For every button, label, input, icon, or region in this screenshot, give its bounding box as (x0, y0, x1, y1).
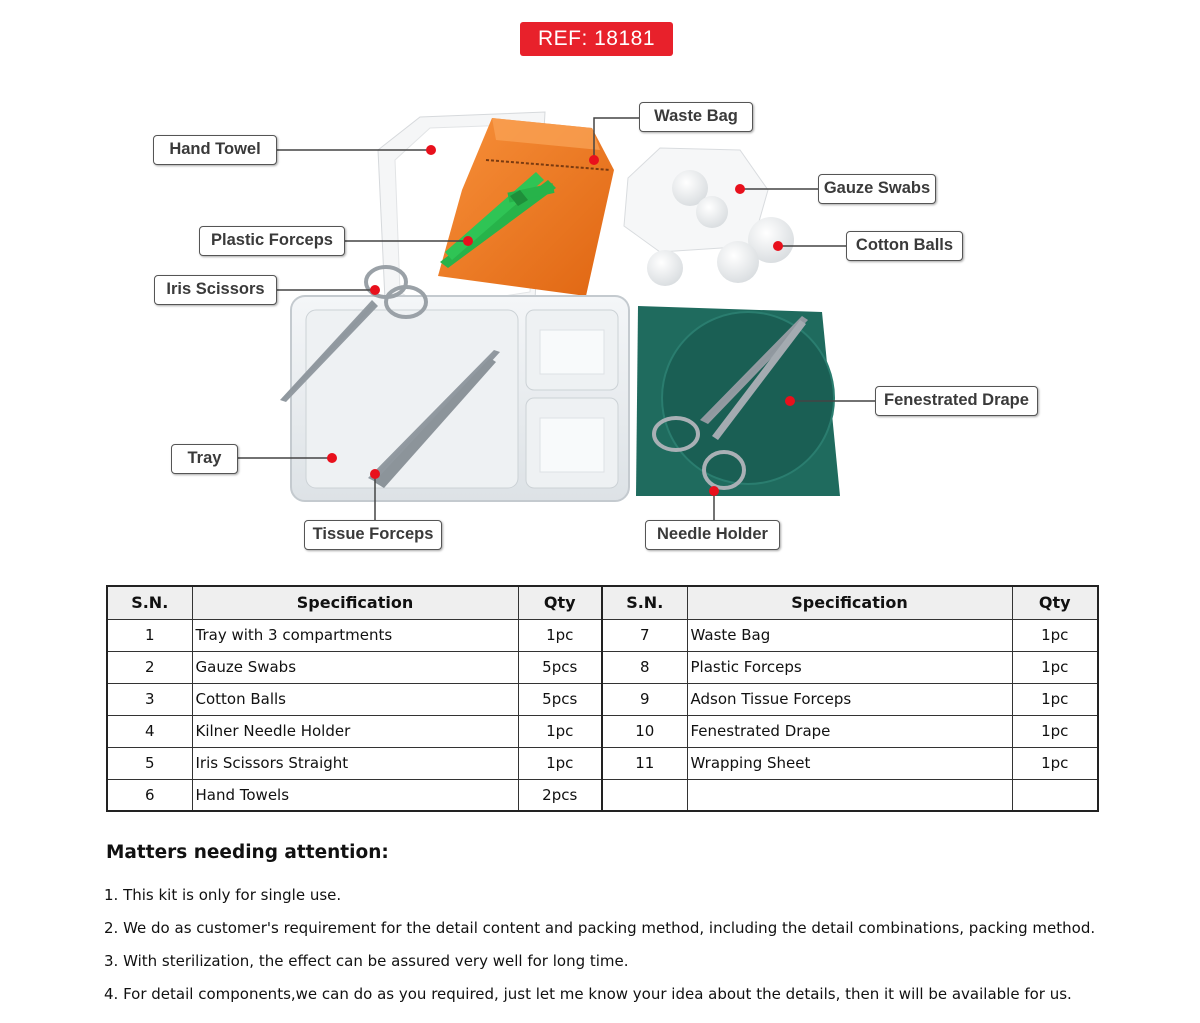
table-header-row (107, 586, 1098, 619)
cell-sn: 1 (107, 619, 192, 651)
cell-specification: Gauze Swabs (192, 651, 518, 683)
specification-table (106, 585, 1099, 812)
callout-waste-bag: Waste Bag (639, 102, 753, 132)
cell-qty: 1pc (518, 715, 602, 747)
header-qty: Qty (518, 586, 602, 619)
cell-sn: 8 (602, 651, 687, 683)
cell-sn: 9 (602, 683, 687, 715)
header-specification: Specification (192, 586, 518, 619)
table-row (107, 779, 1098, 811)
header-qty: Qty (1012, 586, 1098, 619)
cell-specification: Fenestrated Drape (687, 715, 1012, 747)
cell-sn (602, 779, 687, 811)
ref-badge: REF: 18181 (520, 22, 673, 56)
cell-qty: 2pcs (518, 779, 602, 811)
cell-sn: 7 (602, 619, 687, 651)
note-item: 4. For detail components,we can do as you required, just let me know your idea about the details, then it will be available for us. (104, 985, 1072, 1003)
header-sn: S.N. (107, 586, 192, 619)
cell-qty (1012, 779, 1098, 811)
table-row (107, 683, 1098, 715)
cell-specification: Wrapping Sheet (687, 747, 1012, 779)
cell-specification: Kilner Needle Holder (192, 715, 518, 747)
cell-qty: 1pc (518, 747, 602, 779)
cell-sn: 11 (602, 747, 687, 779)
cell-qty: 1pc (1012, 683, 1098, 715)
cell-sn: 5 (107, 747, 192, 779)
notes-title: Matters needing attention: (106, 842, 389, 863)
cell-qty: 5pcs (518, 683, 602, 715)
table-row (107, 747, 1098, 779)
header-sn: S.N. (602, 586, 687, 619)
cell-specification: Cotton Balls (192, 683, 518, 715)
cell-qty: 1pc (1012, 747, 1098, 779)
callout-needle-holder: Needle Holder (645, 520, 780, 550)
table-row (107, 651, 1098, 683)
cell-specification: Iris Scissors Straight (192, 747, 518, 779)
cell-specification: Waste Bag (687, 619, 1012, 651)
cell-sn: 4 (107, 715, 192, 747)
cell-qty: 1pc (1012, 715, 1098, 747)
callout-hand-towel: Hand Towel (153, 135, 277, 165)
table-row (107, 715, 1098, 747)
cell-sn: 6 (107, 779, 192, 811)
header-specification: Specification (687, 586, 1012, 619)
callout-cotton-balls: Cotton Balls (846, 231, 963, 261)
cell-specification (687, 779, 1012, 811)
cell-specification: Tray with 3 compartments (192, 619, 518, 651)
cell-qty: 5pcs (518, 651, 602, 683)
callout-tray: Tray (171, 444, 238, 474)
table-row (107, 619, 1098, 651)
callout-fenestrated-drape: Fenestrated Drape (875, 386, 1038, 416)
cell-qty: 1pc (1012, 619, 1098, 651)
cell-qty: 1pc (518, 619, 602, 651)
cell-specification: Hand Towels (192, 779, 518, 811)
callout-plastic-forceps: Plastic Forceps (199, 226, 345, 256)
note-item: 2. We do as customer's requirement for the detail content and packing method, including the detail combinations, packing method. (104, 919, 1096, 937)
cell-sn: 10 (602, 715, 687, 747)
note-item: 1. This kit is only for single use. (104, 886, 342, 904)
cell-sn: 2 (107, 651, 192, 683)
callout-iris-scissors: Iris Scissors (154, 275, 277, 305)
note-item: 3. With sterilization, the effect can be assured very well for long time. (104, 952, 629, 970)
callout-gauze-swabs: Gauze Swabs (818, 174, 936, 204)
cell-specification: Adson Tissue Forceps (687, 683, 1012, 715)
cell-specification: Plastic Forceps (687, 651, 1012, 683)
cell-sn: 3 (107, 683, 192, 715)
gauze-swabs-image (624, 148, 768, 252)
cell-qty: 1pc (1012, 651, 1098, 683)
callout-tissue-forceps: Tissue Forceps (304, 520, 442, 550)
